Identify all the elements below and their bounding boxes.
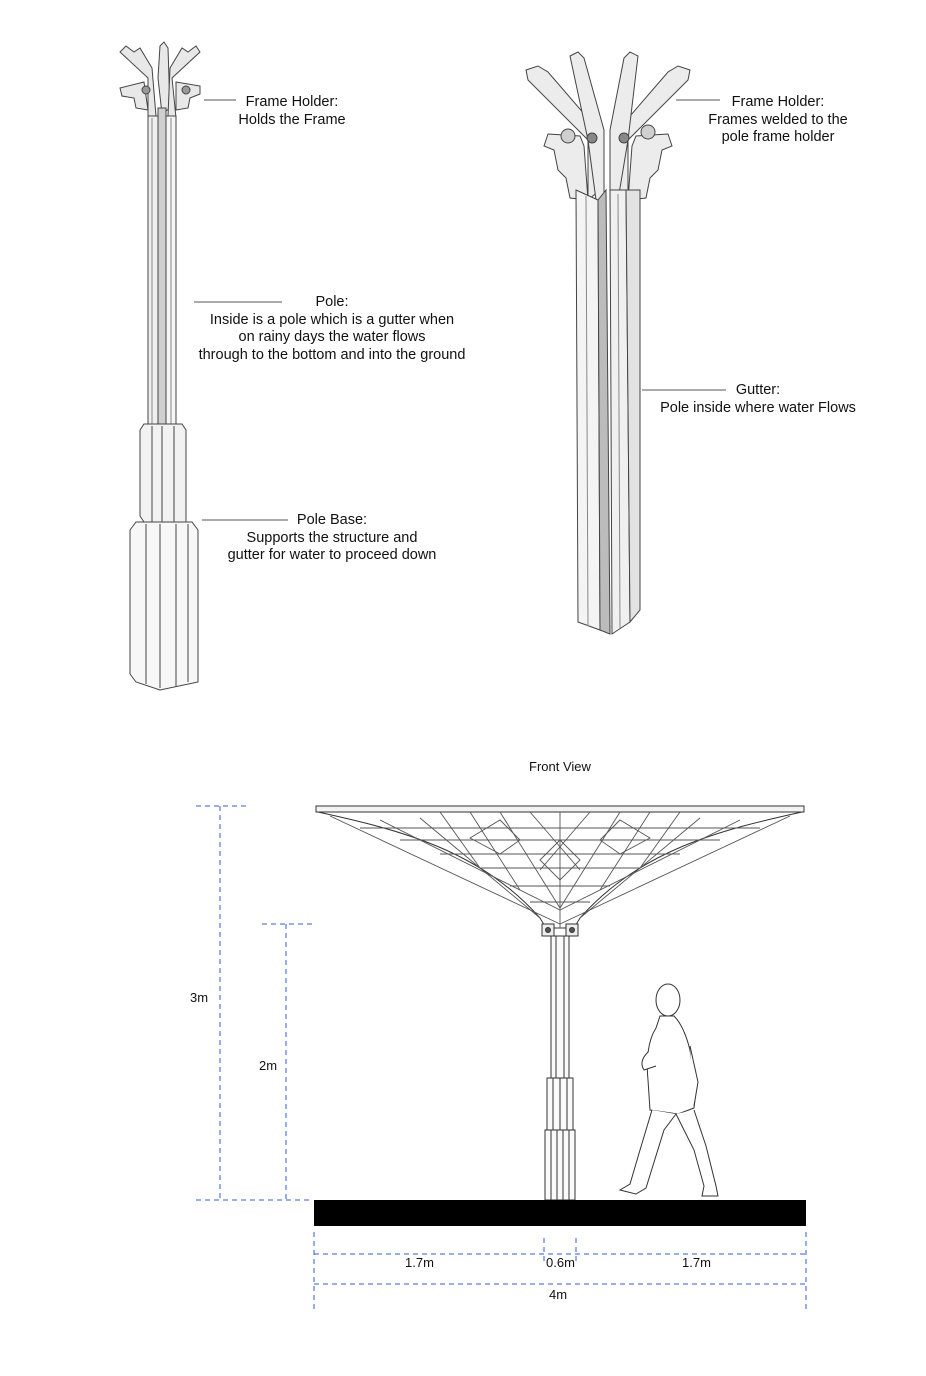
canopy-lattice <box>330 812 790 928</box>
pole-title: Pole: <box>315 294 349 310</box>
frame-holder-closeup-drawing <box>518 50 698 650</box>
frame-holder-desc-right-line-1: Frames welded to the <box>708 111 848 128</box>
gutter-title: Gutter: <box>735 382 781 398</box>
frame-holder-label-left <box>230 94 354 129</box>
canopy <box>316 806 804 936</box>
dimension-height-total: 3m <box>190 990 209 1005</box>
front-view-pole <box>545 936 575 1200</box>
pole-label <box>186 294 478 364</box>
pole-base-title: Pole Base: <box>296 512 368 528</box>
frame-holder-title-left: Frame Holder: <box>245 94 339 110</box>
pole-base-desc-line-1: Supports the structure and <box>246 529 418 546</box>
pole-desc-line-3: through to the bottom and into the ground <box>198 346 466 363</box>
dimension-height-canopy-base: 2m <box>259 1058 278 1073</box>
dimension-width-left: 1.7m <box>405 1255 434 1270</box>
pole-base-label <box>212 512 452 565</box>
dimension-width-center: 0.6m <box>546 1255 575 1270</box>
person-silhouette <box>620 984 718 1196</box>
front-view-title: Front View <box>529 759 591 774</box>
front-view-drawing <box>0 790 926 1330</box>
pole-desc-line-2: on rainy days the water flows <box>238 329 426 345</box>
frame-holder-fins-closeup <box>526 52 690 200</box>
ground-slab <box>314 1200 806 1226</box>
gutter-shaft <box>576 190 640 634</box>
frame-holder-label-right <box>700 94 856 147</box>
frame-holder-title-right: Frame Holder: <box>731 94 825 110</box>
pole-base-desc-line-2: gutter for water to proceed down <box>227 547 437 563</box>
gutter-label <box>650 382 866 417</box>
frame-holder-desc-right-line-2: pole frame holder <box>721 129 835 145</box>
dimension-width-right: 1.7m <box>682 1255 711 1270</box>
pole-desc-line-1: Inside is a pole which is a gutter when <box>209 311 455 328</box>
dimension-width-total: 4m <box>549 1287 568 1302</box>
gutter-desc: Pole inside where water Flows <box>660 399 856 416</box>
frame-holder-desc-left: Holds the Frame <box>238 111 346 128</box>
